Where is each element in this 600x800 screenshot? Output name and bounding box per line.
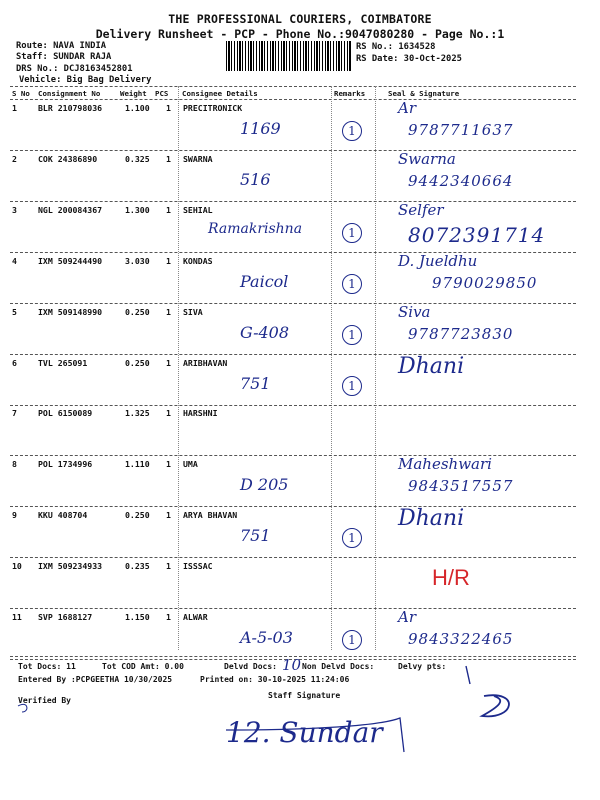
row-sno: 11 xyxy=(12,612,22,622)
staff-handwritten-signature: 12. Sundar xyxy=(226,716,383,749)
row-consignee: SWARNA xyxy=(183,154,213,164)
row-handwritten-phone: 9442340664 xyxy=(408,172,514,190)
staff-label: Staff: SUNDAR RAJA xyxy=(16,52,112,62)
row-handwritten-unit: A-5-03 xyxy=(240,628,293,647)
row-consignment-no: BLR 210798036 xyxy=(38,103,103,113)
row-sno: 6 xyxy=(12,358,17,368)
row-pcs: 1 xyxy=(166,307,171,317)
row-consignment-no: POL 6150089 xyxy=(38,408,93,418)
runsheet-subtitle: Delivery Runsheet - PCP - Phone No.:9047080280 - Page No.:1 xyxy=(95,27,505,41)
row-consignment-no: IXM 509234933 xyxy=(38,561,103,571)
row-consignee: UMA xyxy=(183,459,198,469)
row-remark-circle: 1 xyxy=(342,274,362,294)
row-pcs: 1 xyxy=(166,408,171,418)
row-consignee: ISSSAC xyxy=(183,561,213,571)
row-handwritten-unit: Ramakrishna xyxy=(208,221,303,237)
row-seal-signature: D. Jueldhu xyxy=(398,252,478,270)
row-remark-circle: 1 xyxy=(342,528,362,548)
row-weight: 1.110 xyxy=(125,459,150,469)
row-weight: 0.235 xyxy=(125,561,150,571)
row-handwritten-unit: D 205 xyxy=(240,475,289,494)
row-pcs: 1 xyxy=(166,612,171,622)
row-handwritten-unit: 516 xyxy=(240,170,271,189)
drs-label: DRS No.: DCJ8163452801 xyxy=(16,64,133,74)
row-pcs: 1 xyxy=(166,358,171,368)
row-sno: 4 xyxy=(12,256,17,266)
row-consignment-no: TVL 265091 xyxy=(38,358,88,368)
verified-by: Verified By xyxy=(18,696,71,705)
row-handwritten-phone: 9790029850 xyxy=(432,274,538,292)
row-pcs: 1 xyxy=(166,510,171,520)
row-seal-signature: Dhani xyxy=(398,506,465,531)
row-seal-signature: Ar xyxy=(398,99,417,117)
col-weight: Weight xyxy=(120,89,147,98)
row-handwritten-unit: Paicol xyxy=(240,272,289,291)
col-sno: S No xyxy=(12,89,30,98)
row-handwritten-phone: 9787711637 xyxy=(408,121,514,139)
row-consignment-no: IXM 509244490 xyxy=(38,256,103,266)
printed-on: Printed on: 30-10-2025 11:24:06 xyxy=(200,675,350,684)
row-sno: 3 xyxy=(12,205,17,215)
row-consignment-no: IXM 509148990 xyxy=(38,307,103,317)
row-consignment-no: COK 24386890 xyxy=(38,154,98,164)
row-consignee: SIVA xyxy=(183,307,203,317)
row-weight: 1.100 xyxy=(125,103,150,113)
row-consignee: KONDAS xyxy=(183,256,213,266)
row-handwritten-phone: 9843517557 xyxy=(408,477,514,495)
total-cod: Tot COD Amt: 0.00 xyxy=(102,662,184,671)
row-sno: 7 xyxy=(12,408,17,418)
row-consignment-no: POL 1734996 xyxy=(38,459,93,469)
row-red-remark: H/R xyxy=(432,565,470,590)
vehicle-label: Vehicle: Big Bag Delivery xyxy=(19,75,152,85)
delivered-docs-label: Delvd Docs: xyxy=(224,662,277,671)
col-pcs: PCS xyxy=(155,89,169,98)
row-handwritten-unit: 751 xyxy=(240,526,271,545)
row-weight: 0.250 xyxy=(125,358,150,368)
row-sno: 1 xyxy=(12,103,17,113)
non-delivered-label: Non Delvd Docs: xyxy=(302,662,375,671)
row-sno: 9 xyxy=(12,510,17,520)
row-consignee: ARIBHAVAN xyxy=(183,358,228,368)
row-weight: 0.250 xyxy=(125,307,150,317)
row-weight: 3.030 xyxy=(125,256,150,266)
row-consignment-no: NGL 200084367 xyxy=(38,205,103,215)
row-weight: 1.150 xyxy=(125,612,150,622)
total-docs: Tot Docs: 11 xyxy=(18,662,76,671)
row-pcs: 1 xyxy=(166,154,171,164)
row-pcs: 1 xyxy=(166,459,171,469)
row-seal-signature: Selfer xyxy=(398,201,444,219)
route-label: Route: NAVA INDIA xyxy=(16,41,107,51)
row-handwritten-phone: 9843322465 xyxy=(408,630,514,648)
row-consignee: ARYA BHAVAN xyxy=(183,510,238,520)
row-weight: 0.325 xyxy=(125,154,150,164)
row-handwritten-phone: 8072391714 xyxy=(408,223,546,247)
row-sno: 5 xyxy=(12,307,17,317)
row-remark-circle: 1 xyxy=(342,325,362,345)
row-pcs: 1 xyxy=(166,256,171,266)
row-consignee: SEHIAL xyxy=(183,205,213,215)
row-consignee: PRECITRONICK xyxy=(183,103,243,113)
row-seal-signature: Dhani xyxy=(398,354,465,379)
row-consignee: HARSHNI xyxy=(183,408,218,418)
row-pcs: 1 xyxy=(166,205,171,215)
row-pcs: 1 xyxy=(166,561,171,571)
row-weight: 1.300 xyxy=(125,205,150,215)
row-handwritten-unit: 751 xyxy=(240,374,271,393)
delivery-points-label: Delvy pts: xyxy=(398,662,447,671)
row-remark-circle: 1 xyxy=(342,630,362,650)
row-handwritten-unit: 1169 xyxy=(240,119,281,138)
col-consignment: Consignment No xyxy=(38,89,101,98)
company-title: THE PROFESSIONAL COURIERS, COIMBATORE xyxy=(168,12,432,26)
row-sno: 8 xyxy=(12,459,17,469)
entered-by: Entered By :PCPGEETHA 10/30/2025 xyxy=(18,675,173,684)
staff-signature-label: Staff Signature xyxy=(268,691,341,700)
col-seal: Seal & Signature xyxy=(388,89,460,98)
row-remark-circle: 1 xyxy=(342,121,362,141)
row-sno: 2 xyxy=(12,154,17,164)
rs-date: RS Date: 30-Oct-2025 xyxy=(356,54,462,64)
row-sno: 10 xyxy=(12,561,22,571)
row-remark-circle: 1 xyxy=(342,223,362,243)
delivered-docs-handwritten: 10 xyxy=(282,656,302,674)
row-weight: 0.250 xyxy=(125,510,150,520)
row-remark-circle: 1 xyxy=(342,376,362,396)
row-seal-signature: Maheshwari xyxy=(398,455,492,473)
row-consignment-no: SVP 1688127 xyxy=(38,612,93,622)
col-consignee: Consignee Details xyxy=(182,89,258,98)
row-handwritten-unit: G-408 xyxy=(240,323,290,342)
col-remarks: Remarks xyxy=(334,89,366,98)
rs-number: RS No.: 1634528 xyxy=(356,42,436,52)
row-weight: 1.325 xyxy=(125,408,150,418)
row-seal-signature: Swarna xyxy=(398,150,456,168)
row-seal-signature: Siva xyxy=(398,303,431,321)
row-pcs: 1 xyxy=(166,103,171,113)
row-handwritten-phone: 9787723830 xyxy=(408,325,514,343)
row-consignment-no: KKU 408704 xyxy=(38,510,88,520)
row-seal-signature: Ar xyxy=(398,608,417,626)
row-consignee: ALWAR xyxy=(183,612,208,622)
